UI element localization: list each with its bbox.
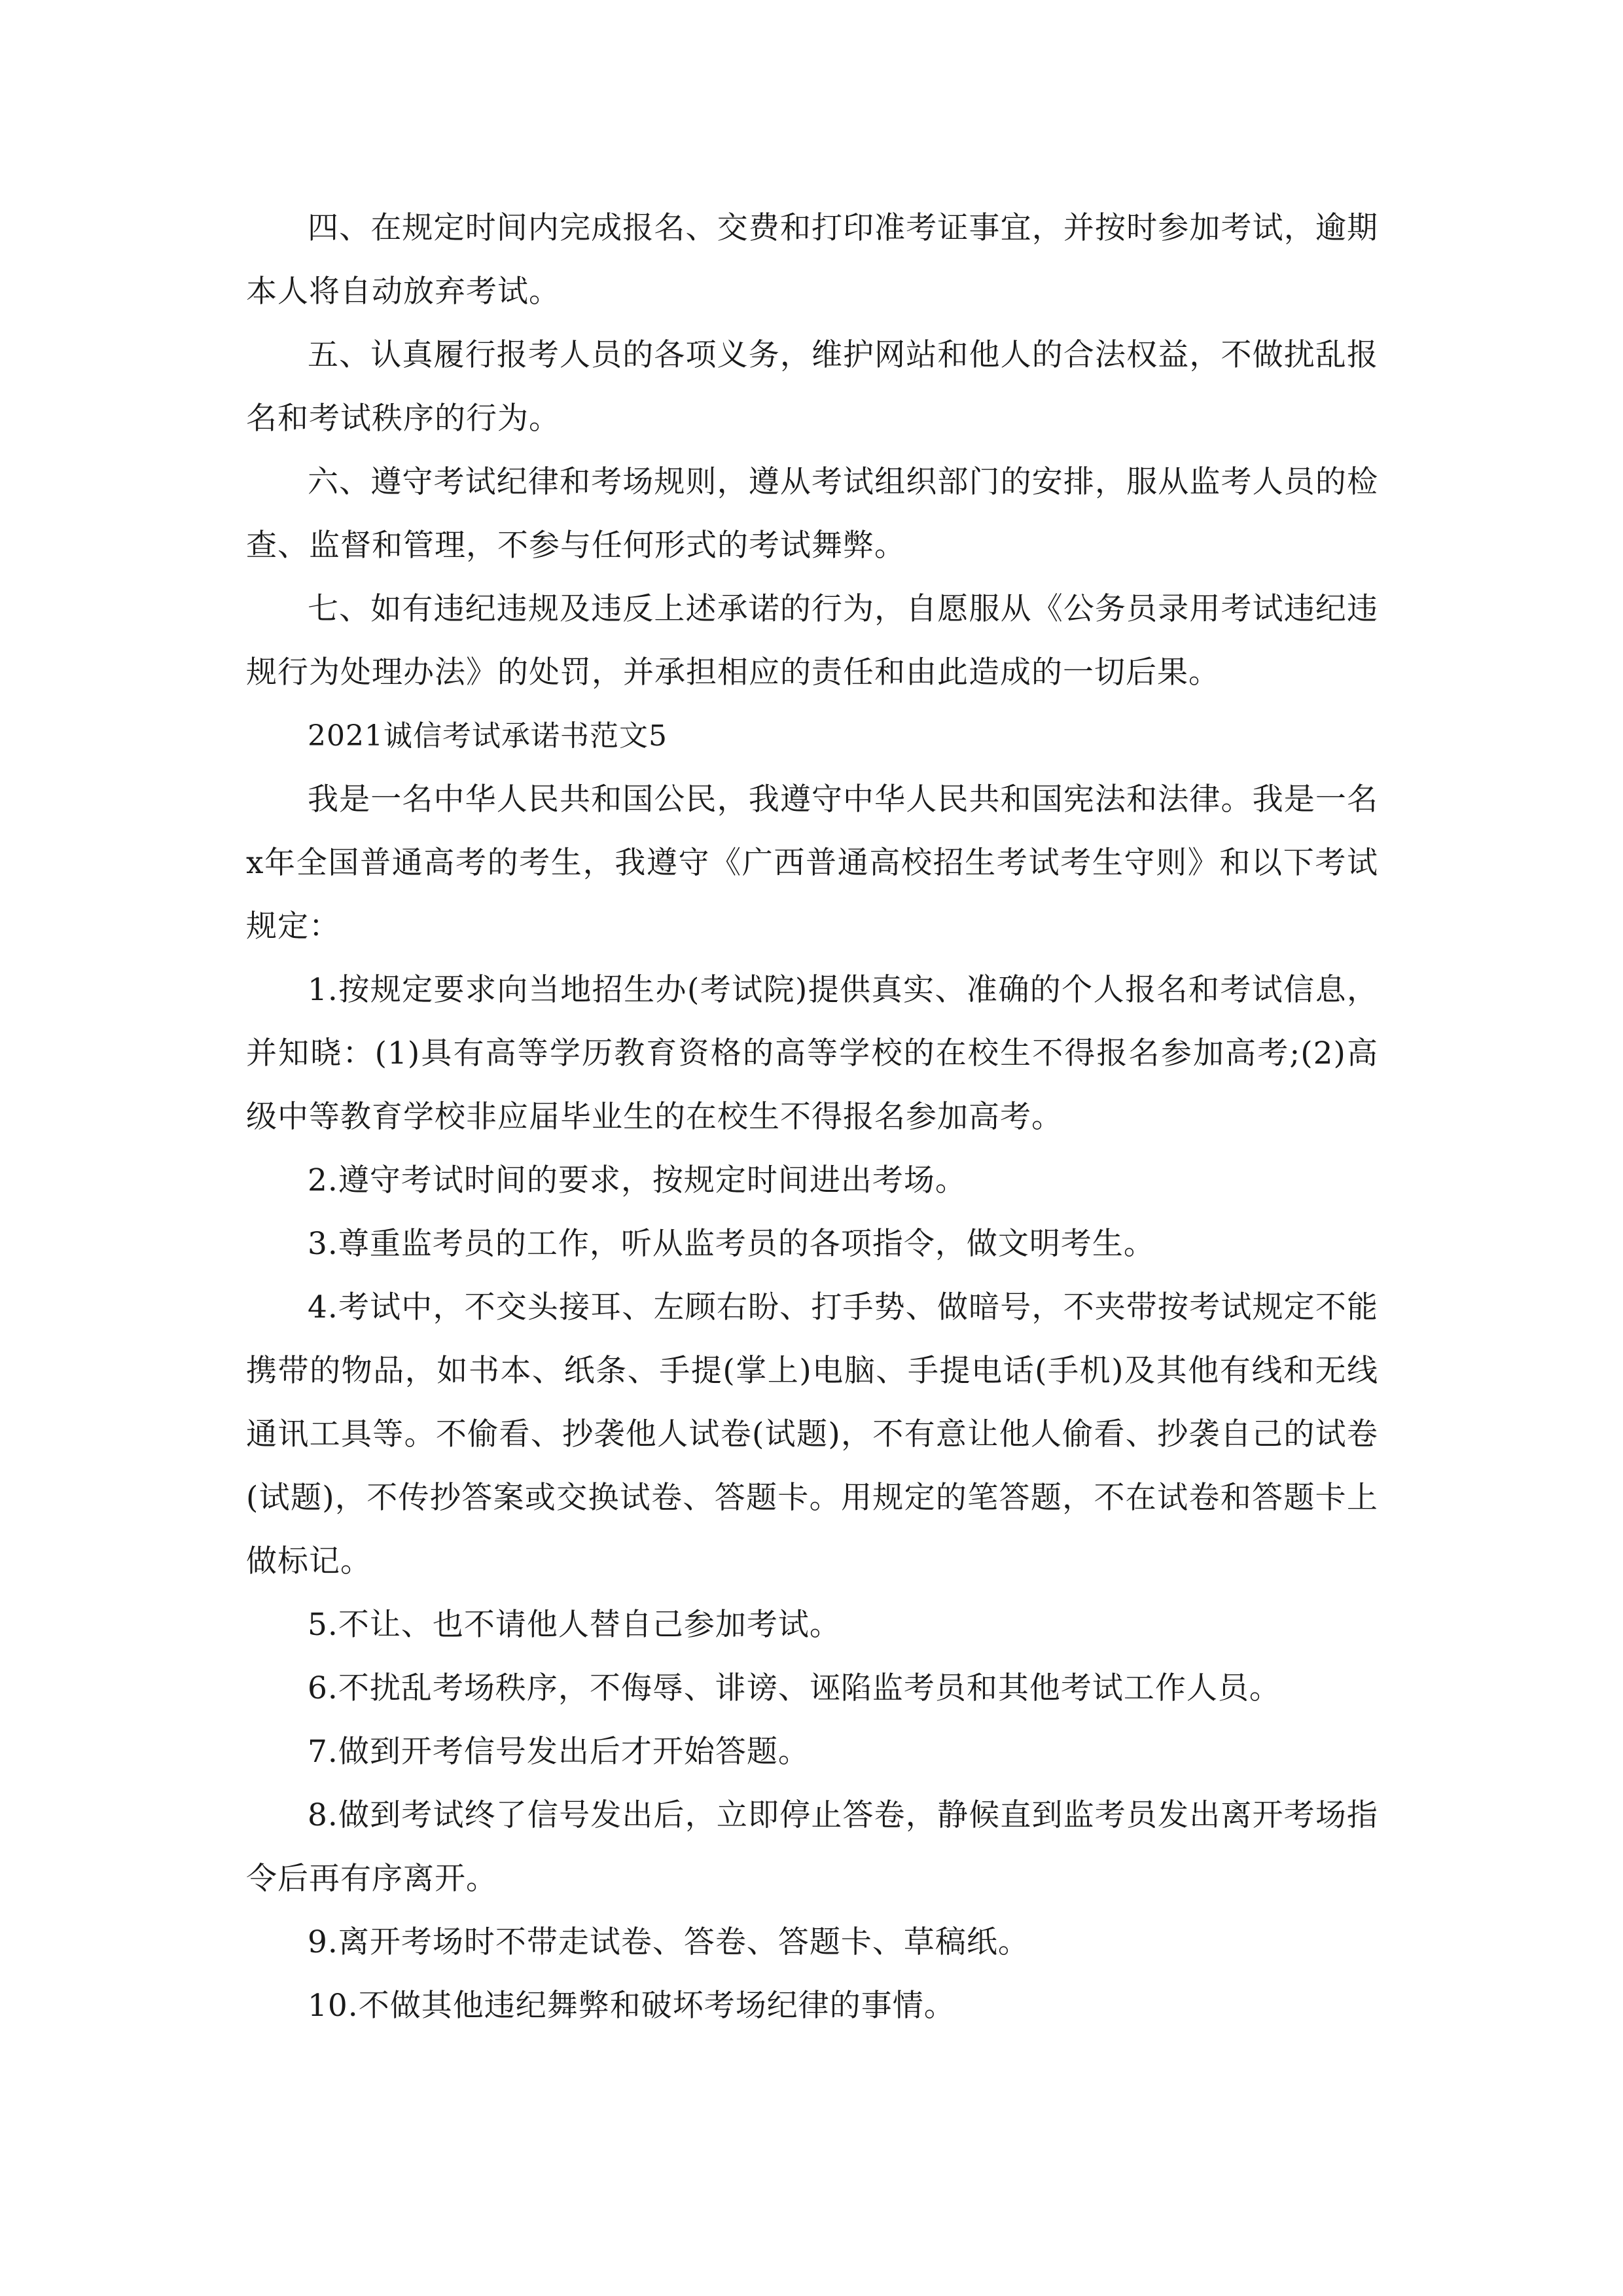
paragraph-item-6: 六、遵守考试纪律和考场规则，遵从考试组织部门的安排，服从监考人员的检查、监督和管理，不参与任何形式的考试舞弊。 — [246, 464, 1378, 564]
section-title: 2021诚信考试承诺书范文5 — [308, 719, 668, 753]
rule-item-4: 4.考试中，不交头接耳、左顾右盼、打手势、做暗号，不夹带按考试规定不能携带的物品，如书本、纸条、手提(掌上)电脑、手提电话(手机)及其他有线和无线通讯工具等。不偷看、抄袭他人试卷(试题)，不有意让他人偷看、抄袭自己的试卷(试题)，不传抄答案或交换试卷、答题卡。用规定的笔答题，不在试卷和答题卡上做标记。 — [246, 1289, 1378, 1579]
rule-item-6: 6.不扰乱考场秩序，不侮辱、诽谤、诬陷监考员和其他考试工作人员。 — [308, 1670, 1281, 1706]
rule-item-2: 2.遵守考试时间的要求，按规定时间进出考场。 — [308, 1162, 967, 1198]
rule-item-5: 5.不让、也不请他人替自己参加考试。 — [308, 1607, 841, 1643]
intro-paragraph: 我是一名中华人民共和国公民，我遵守中华人民共和国宪法和法律。我是一名x年全国普通高考的考生，我遵守《广西普通高校招生考试考生守则》和以下考试规定： — [246, 781, 1378, 944]
rule-item-7: 7.做到开考信号发出后才开始答题。 — [308, 1734, 810, 1770]
rule-item-9: 9.离开考场时不带走试卷、答卷、答题卡、草稿纸。 — [308, 1924, 1029, 1960]
rule-item-8: 8.做到考试终了信号发出后，立即停止答卷，静候直到监考员发出离开考场指令后再有序离开。 — [246, 1797, 1378, 1897]
paragraph-item-7: 七、如有违纪违规及违反上述承诺的行为，自愿服从《公务员录用考试违纪违规行为处理办法》的处罚，并承担相应的责任和由此造成的一切后果。 — [246, 591, 1378, 691]
rule-item-3: 3.尊重监考员的工作，听从监考员的各项指令，做文明考生。 — [308, 1226, 1155, 1262]
rule-item-1: 1.按规定要求向当地招生办(考试院)提供真实、准确的个人报名和考试信息，并知晓：(1)具有高等学历教育资格的高等学校的在校生不得报名参加高考;(2)高级中等教育学校非应届毕业生的在校生不得报名参加高考。 — [246, 972, 1378, 1135]
rule-item-10: 10.不做其他违纪舞弊和破坏考场纪律的事情。 — [308, 1988, 955, 2024]
document-page — [246, 196, 1378, 2037]
paragraph-item-5: 五、认真履行报考人员的各项义务，维护网站和他人的合法权益，不做扰乱报名和考试秩序的行为。 — [246, 337, 1378, 437]
paragraph-item-4: 四、在规定时间内完成报名、交费和打印准考证事宜，并按时参加考试，逾期本人将自动放弃考试。 — [246, 210, 1378, 310]
